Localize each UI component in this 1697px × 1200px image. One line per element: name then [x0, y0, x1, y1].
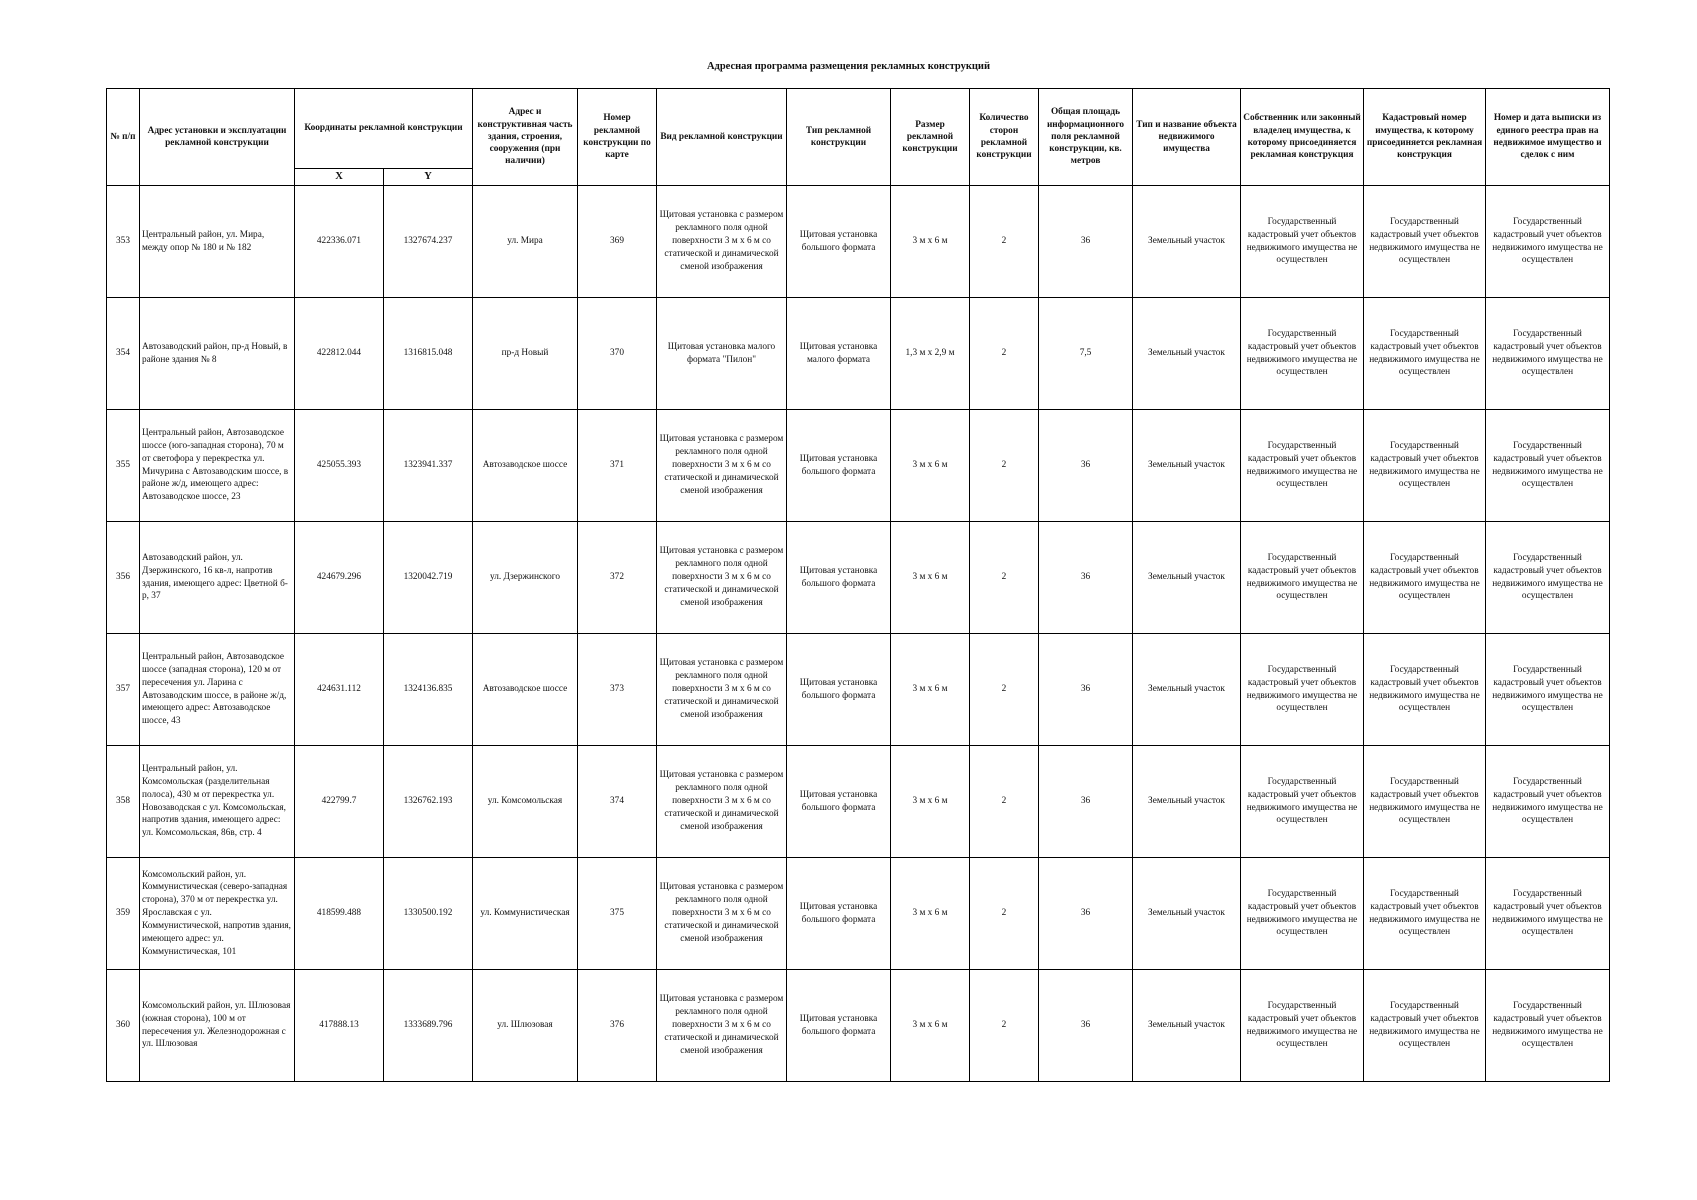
header-cadastre: Кадастровый номер имущества, к которому присоединяется рекламная конструкция	[1364, 89, 1486, 186]
cell-kind: Щитовая установка с размером рекламного поля одной поверхности 3 м х 6 м со статической и динамической сменой изображения	[657, 970, 787, 1082]
cell-registry: Государственный кадастровый учет объектов недвижимого имущества не осуществлен	[1486, 410, 1610, 522]
cell-building: Автозаводское шоссе	[473, 634, 578, 746]
cell-address: Центральный район, ул. Комсомольская (разделительная полоса), 430 м от перекрестка ул. Новозаводская с ул. Комсомольская, напротив здания, имеющего адрес: ул. Комсомольская, 86в, стр. 4	[140, 746, 295, 858]
cell-building: пр-д Новый	[473, 298, 578, 410]
cell-y: 1323941.337	[384, 410, 473, 522]
cell-sides: 2	[970, 746, 1039, 858]
table-row	[107, 858, 1610, 970]
header-owner: Собственник или законный владелец имущества, к которому присоединяется рекламная конструкция	[1241, 89, 1364, 186]
cell-area: 36	[1039, 186, 1133, 298]
cell-map-no: 370	[578, 298, 657, 410]
table-row	[107, 410, 1610, 522]
cell-size: 3 м х 6 м	[891, 858, 970, 970]
cell-cadastre: Государственный кадастровый учет объектов недвижимого имущества не осуществлен	[1364, 746, 1486, 858]
cell-area: 36	[1039, 410, 1133, 522]
cell-type: Щитовая установка малого формата	[787, 298, 891, 410]
cell-building: ул. Комсомольская	[473, 746, 578, 858]
cell-object: Земельный участок	[1133, 746, 1241, 858]
cell-num: 356	[107, 522, 140, 634]
header-sides: Количество сторон рекламной конструкции	[970, 89, 1039, 186]
cell-map-no: 374	[578, 746, 657, 858]
cell-map-no: 373	[578, 634, 657, 746]
cell-owner: Государственный кадастровый учет объектов недвижимого имущества не осуществлен	[1241, 186, 1364, 298]
cell-owner: Государственный кадастровый учет объектов недвижимого имущества не осуществлен	[1241, 634, 1364, 746]
cell-x: 424679.296	[295, 522, 384, 634]
cell-type: Щитовая установка большого формата	[787, 858, 891, 970]
cell-owner: Государственный кадастровый учет объектов недвижимого имущества не осуществлен	[1241, 522, 1364, 634]
cell-x: 425055.393	[295, 410, 384, 522]
cell-kind: Щитовая установка с размером рекламного поля одной поверхности 3 м х 6 м со статической и динамической сменой изображения	[657, 186, 787, 298]
cell-map-no: 372	[578, 522, 657, 634]
document-title: Адресная программа размещения рекламных конструкций	[706, 61, 991, 72]
table-row	[107, 970, 1610, 1082]
cell-kind: Щитовая установка с размером рекламного поля одной поверхности 3 м х 6 м со статической и динамической сменой изображения	[657, 858, 787, 970]
cell-building: ул. Дзержинского	[473, 522, 578, 634]
header-size: Размер рекламной конструкции	[891, 89, 970, 186]
cell-kind: Щитовая установка с размером рекламного поля одной поверхности 3 м х 6 м со статической и динамической сменой изображения	[657, 410, 787, 522]
cell-y: 1327674.237	[384, 186, 473, 298]
cell-area: 36	[1039, 746, 1133, 858]
cell-size: 3 м х 6 м	[891, 634, 970, 746]
cell-owner: Государственный кадастровый учет объектов недвижимого имущества не осуществлен	[1241, 858, 1364, 970]
cell-building: ул. Шлюзовая	[473, 970, 578, 1082]
table-row	[107, 522, 1610, 634]
cell-cadastre: Государственный кадастровый учет объектов недвижимого имущества не осуществлен	[1364, 634, 1486, 746]
cell-num: 360	[107, 970, 140, 1082]
cell-object: Земельный участок	[1133, 858, 1241, 970]
header-y: Y	[384, 169, 473, 186]
table-row	[107, 186, 1610, 298]
cell-object: Земельный участок	[1133, 410, 1241, 522]
cell-owner: Государственный кадастровый учет объектов недвижимого имущества не осуществлен	[1241, 298, 1364, 410]
cell-address: Комсомольский район, ул. Коммунистическая (северо-западная сторона), 370 м от перекрестка ул. Ярославская с ул. Коммунистической, напротив здания, имеющего адрес: ул. Коммунистическая, 101	[140, 858, 295, 970]
cell-num: 358	[107, 746, 140, 858]
cell-sides: 2	[970, 858, 1039, 970]
cell-y: 1320042.719	[384, 522, 473, 634]
header-building: Адрес и конструктивная часть здания, строения, сооружения (при наличии)	[473, 89, 578, 186]
cell-x: 422799.7	[295, 746, 384, 858]
cell-map-no: 371	[578, 410, 657, 522]
header-num: № п/п	[107, 89, 140, 186]
cell-sides: 2	[970, 410, 1039, 522]
cell-size: 3 м х 6 м	[891, 410, 970, 522]
cell-area: 36	[1039, 858, 1133, 970]
cell-y: 1326762.193	[384, 746, 473, 858]
cell-area: 7,5	[1039, 298, 1133, 410]
cell-kind: Щитовая установка малого формата "Пилон"	[657, 298, 787, 410]
cell-building: Автозаводское шоссе	[473, 410, 578, 522]
cell-num: 353	[107, 186, 140, 298]
cell-kind: Щитовая установка с размером рекламного поля одной поверхности 3 м х 6 м со статической и динамической сменой изображения	[657, 634, 787, 746]
cell-y: 1330500.192	[384, 858, 473, 970]
cell-cadastre: Государственный кадастровый учет объектов недвижимого имущества не осуществлен	[1364, 298, 1486, 410]
cell-size: 3 м х 6 м	[891, 522, 970, 634]
cell-kind: Щитовая установка с размером рекламного поля одной поверхности 3 м х 6 м со статической и динамической сменой изображения	[657, 746, 787, 858]
cell-area: 36	[1039, 522, 1133, 634]
cell-kind: Щитовая установка с размером рекламного поля одной поверхности 3 м х 6 м со статической и динамической сменой изображения	[657, 522, 787, 634]
cell-size: 3 м х 6 м	[891, 970, 970, 1082]
header-coords: Координаты рекламной конструкции	[295, 89, 473, 169]
cell-y: 1316815.048	[384, 298, 473, 410]
cell-x: 417888.13	[295, 970, 384, 1082]
cell-sides: 2	[970, 298, 1039, 410]
cell-type: Щитовая установка большого формата	[787, 746, 891, 858]
cell-object: Земельный участок	[1133, 186, 1241, 298]
header-type: Тип рекламной конструкции	[787, 89, 891, 186]
cell-map-no: 375	[578, 858, 657, 970]
table-header	[107, 89, 1610, 186]
cell-map-no: 369	[578, 186, 657, 298]
cell-registry: Государственный кадастровый учет объектов недвижимого имущества не осуществлен	[1486, 970, 1610, 1082]
cell-object: Земельный участок	[1133, 634, 1241, 746]
header-map-no: Номер рекламной конструкции по карте	[578, 89, 657, 186]
cell-owner: Государственный кадастровый учет объектов недвижимого имущества не осуществлен	[1241, 970, 1364, 1082]
cell-y: 1333689.796	[384, 970, 473, 1082]
cell-address: Автозаводский район, ул. Дзержинского, 16 кв-л, напротив здания, имеющего адрес: Цветной б-р, 37	[140, 522, 295, 634]
cell-address: Центральный район, ул. Мира, между опор № 180 и № 182	[140, 186, 295, 298]
cell-object: Земельный участок	[1133, 522, 1241, 634]
cell-registry: Государственный кадастровый учет объектов недвижимого имущества не осуществлен	[1486, 298, 1610, 410]
cell-map-no: 376	[578, 970, 657, 1082]
cell-type: Щитовая установка большого формата	[787, 522, 891, 634]
table-body	[107, 186, 1610, 1082]
cell-size: 3 м х 6 м	[891, 186, 970, 298]
cell-x: 424631.112	[295, 634, 384, 746]
header-kind: Вид рекламной конструкции	[657, 89, 787, 186]
cell-owner: Государственный кадастровый учет объектов недвижимого имущества не осуществлен	[1241, 746, 1364, 858]
cell-cadastre: Государственный кадастровый учет объектов недвижимого имущества не осуществлен	[1364, 410, 1486, 522]
cell-address: Автозаводский район, пр-д Новый, в районе здания № 8	[140, 298, 295, 410]
cell-registry: Государственный кадастровый учет объектов недвижимого имущества не осуществлен	[1486, 522, 1610, 634]
cell-cadastre: Государственный кадастровый учет объектов недвижимого имущества не осуществлен	[1364, 858, 1486, 970]
cell-sides: 2	[970, 186, 1039, 298]
cell-x: 418599.488	[295, 858, 384, 970]
cell-num: 355	[107, 410, 140, 522]
cell-owner: Государственный кадастровый учет объектов недвижимого имущества не осуществлен	[1241, 410, 1364, 522]
cell-type: Щитовая установка большого формата	[787, 970, 891, 1082]
cell-size: 1,3 м х 2,9 м	[891, 298, 970, 410]
cell-sides: 2	[970, 970, 1039, 1082]
cell-size: 3 м х 6 м	[891, 746, 970, 858]
table-row	[107, 634, 1610, 746]
advertising-structures-table	[106, 88, 1610, 1082]
cell-area: 36	[1039, 970, 1133, 1082]
cell-object: Земельный участок	[1133, 298, 1241, 410]
cell-object: Земельный участок	[1133, 970, 1241, 1082]
cell-sides: 2	[970, 522, 1039, 634]
header-area: Общая площадь информационного поля рекламной конструкции, кв. метров	[1039, 89, 1133, 186]
cell-address: Комсомольский район, ул. Шлюзовая (южная сторона), 100 м от пересечения ул. Железнодорожная с ул. Шлюзовая	[140, 970, 295, 1082]
cell-type: Щитовая установка большого формата	[787, 634, 891, 746]
cell-address: Центральный район, Автозаводское шоссе (юго-западная сторона), 70 м от светофора у перекрестка ул. Мичурина с Автозаводским шоссе, в районе ж/д, имеющего адрес: Автозаводское шоссе, 23	[140, 410, 295, 522]
cell-registry: Государственный кадастровый учет объектов недвижимого имущества не осуществлен	[1486, 746, 1610, 858]
table-row	[107, 298, 1610, 410]
cell-registry: Государственный кадастровый учет объектов недвижимого имущества не осуществлен	[1486, 858, 1610, 970]
cell-x: 422336.071	[295, 186, 384, 298]
header-address: Адрес установки и эксплуатации рекламной конструкции	[140, 89, 295, 186]
cell-building: ул. Мира	[473, 186, 578, 298]
cell-num: 354	[107, 298, 140, 410]
cell-address: Центральный район, Автозаводское шоссе (западная сторона), 120 м от пересечения ул. Ларина с Автозаводским шоссе, в районе ж/д, имеющего адрес: Автозаводское шоссе, 43	[140, 634, 295, 746]
cell-registry: Государственный кадастровый учет объектов недвижимого имущества не осуществлен	[1486, 634, 1610, 746]
table-row	[107, 746, 1610, 858]
header-registry: Номер и дата выписки из единого реестра прав на недвижимое имущество и сделок с ним	[1486, 89, 1610, 186]
cell-cadastre: Государственный кадастровый учет объектов недвижимого имущества не осуществлен	[1364, 970, 1486, 1082]
header-object: Тип и название объекта недвижимого имущества	[1133, 89, 1241, 186]
cell-cadastre: Государственный кадастровый учет объектов недвижимого имущества не осуществлен	[1364, 186, 1486, 298]
cell-registry: Государственный кадастровый учет объектов недвижимого имущества не осуществлен	[1486, 186, 1610, 298]
cell-type: Щитовая установка большого формата	[787, 410, 891, 522]
cell-cadastre: Государственный кадастровый учет объектов недвижимого имущества не осуществлен	[1364, 522, 1486, 634]
cell-y: 1324136.835	[384, 634, 473, 746]
cell-num: 359	[107, 858, 140, 970]
cell-num: 357	[107, 634, 140, 746]
cell-area: 36	[1039, 634, 1133, 746]
cell-x: 422812.044	[295, 298, 384, 410]
cell-building: ул. Коммунистическая	[473, 858, 578, 970]
cell-type: Щитовая установка большого формата	[787, 186, 891, 298]
header-x: X	[295, 169, 384, 186]
cell-sides: 2	[970, 634, 1039, 746]
